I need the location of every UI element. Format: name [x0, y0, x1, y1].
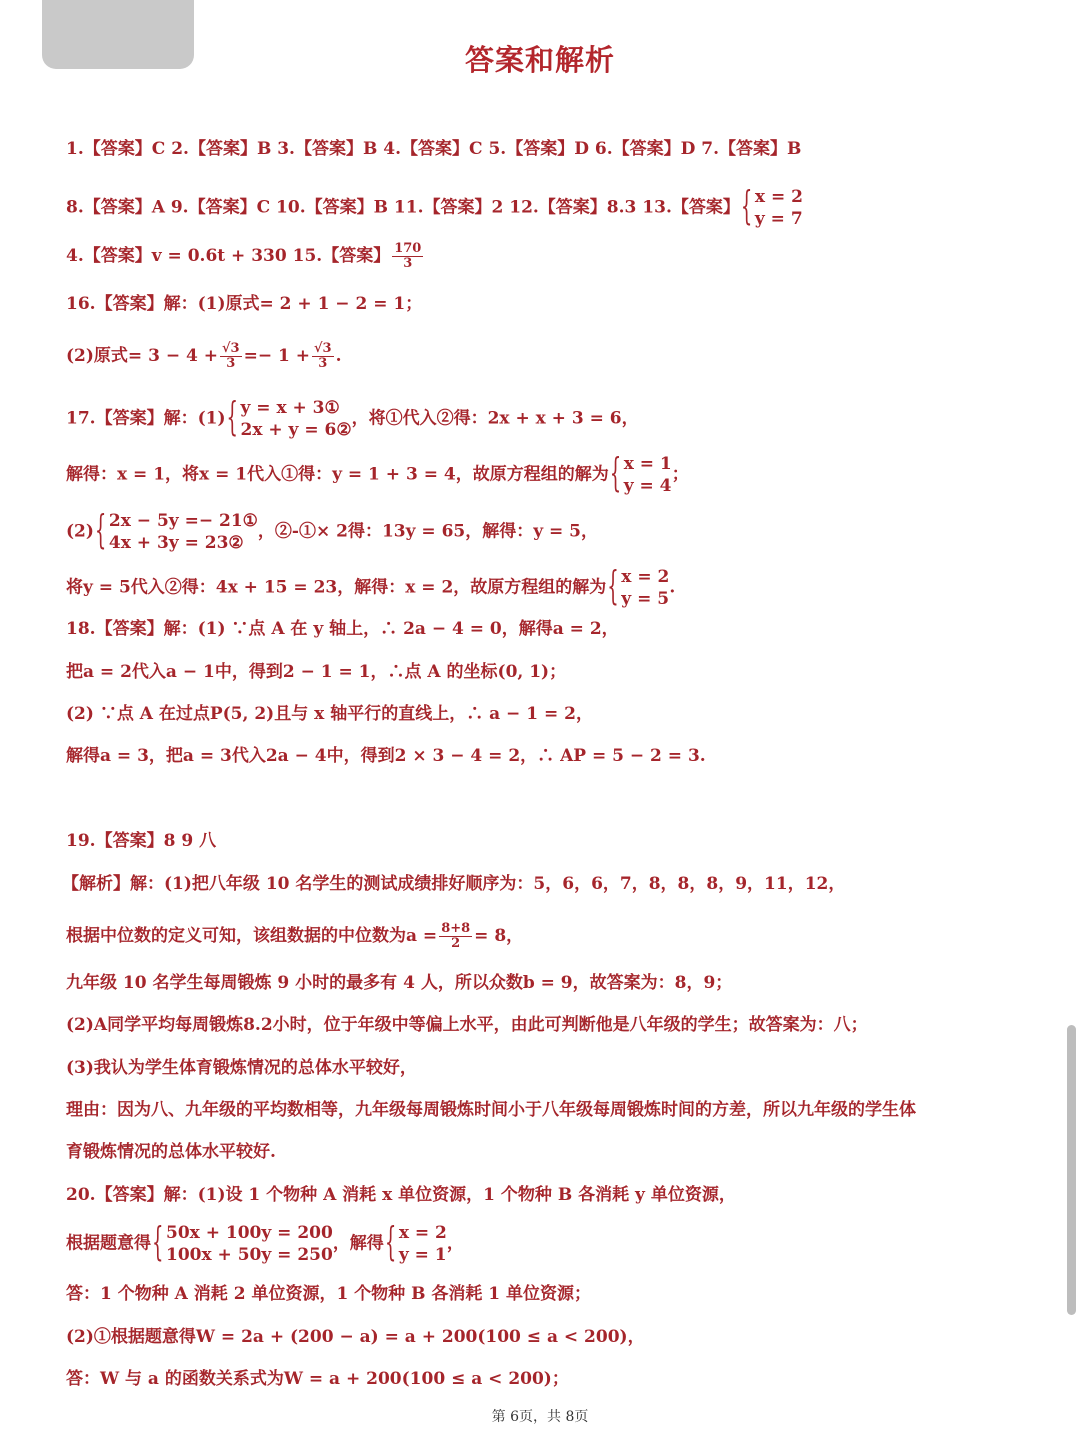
answer-line-15: 【解析】解：(1)把八年级 10 名学生的测试成绩排好顺序为：5，6，6，7，8，8，8，9，11，12， [62, 874, 846, 894]
answer-line-16: 根据中位数的定义可知，该组数据的中位数为a = $\frac{8+8}{2}$ = 8， [66, 921, 524, 951]
answer-line-26: 答：W 与 a 的函数关系式为W = a + 200(100 ≤ a < 200)； [66, 1369, 569, 1389]
vertical-scrollbar[interactable] [1067, 1025, 1076, 1315]
answer-line-13: 解得a = 3，把a = 3代入2a − 4中，得到2 × 3 − 4 = 2，∴ AP = 5 − 2 = 3. [66, 746, 706, 766]
equation-system: { x = 2 y = 5 [609, 566, 669, 610]
equation-system: { 50x + 100y = 200 100x + 50y = 250 [154, 1222, 333, 1266]
page-title: 答案和解析 [464, 43, 615, 77]
equation-system: { x = 2 y = 7 [743, 186, 803, 230]
answer-line-24: 答：1 个物种 A 消耗 2 单位资源，1 个物种 B 各消耗 1 单位资源； [66, 1284, 592, 1304]
answer-line-21: 育锻炼情况的总体水平较好. [66, 1142, 276, 1162]
answer-line-14: 19.【答案】8 9 八 [66, 831, 217, 851]
answer-line-7: 解得：x = 1，将x = 1代入①得：y = 1 + 3 = 4，故原方程组的解为 { x = 1 y = 4 ； [66, 453, 689, 497]
equation-system: { 2x − 5y =− 21① 4x + 3y = 23② [97, 510, 258, 554]
answer-line-4: 16.【答案】解：(1)原式= 2 + 1 − 2 = 1； [66, 294, 423, 314]
answer-line-10: 18.【答案】解：(1) ∵点 A 在 y 轴上，∴ 2a − 4 = 0，解得a = 2， [66, 619, 619, 639]
answer-line-11: 把a = 2代入a − 1中，得到2 − 1 = 1，∴点 A 的坐标(0, 1)； [66, 662, 567, 682]
fraction: $\frac{170}{3}$ [394, 241, 422, 271]
equation-system: { y = x + 3① 2x + y = 6② [229, 397, 352, 441]
answer-line-12: (2) ∵点 A 在过点P(5, 2)且与 x 轴平行的直线上，∴ a − 1 = 2， [66, 704, 593, 724]
answer-line-8: (2) { 2x − 5y =− 21① 4x + 3y = 23② ，②-①× 2得：13y = 65，解得：y = 5， [66, 510, 598, 554]
answer-line-19: (3)我认为学生体育锻炼情况的总体水平较好， [66, 1058, 417, 1078]
fraction: $\frac{√3}{3}$ [313, 341, 332, 371]
answer-line-17: 九年级 10 名学生每周锻炼 9 小时的最多有 4 人，所以众数b = 9，故答案为：8，9； [66, 973, 733, 993]
equation-system: { x = 1 y = 4 [612, 453, 672, 497]
answer-line-3: 4.【答案】v = 0.6t + 330 15.【答案】 $\frac{170}{3}$ [66, 241, 422, 271]
answer-line-23: 根据题意得 { 50x + 100y = 200 100x + 50y = 250 ，解得 { x = 2 y = 1 ， [66, 1222, 464, 1266]
answer-line-18: (2)A同学平均每周锻炼8.2小时，位于年级中等偏上水平，由此可判断他是八年级的学生；故答案为：八； [66, 1015, 868, 1035]
answer-line-22: 20.【答案】解：(1)设 1 个物种 A 消耗 x 单位资源，1 个物种 B 各消耗 y 单位资源， [66, 1185, 736, 1205]
fraction: $\frac{8+8}{2}$ [441, 921, 471, 951]
answer-line-2: 8.【答案】A 9.【答案】C 10.【答案】B 11.【答案】2 12.【答案】8.3 13.【答案】 { x = 2 y = 7 [66, 186, 803, 230]
answer-line-25: (2)①根据题意得W = 2a + (200 − a) = a + 200(100 ≤ a < 200)， [66, 1327, 645, 1347]
answer-line-6: 17.【答案】解：(1) { y = x + 3① 2x + y = 6② ，将①代入②得：2x + x + 3 = 6， [66, 397, 639, 441]
page-number: 第 6页，共 8页 [491, 1409, 589, 1425]
answer-line-9: 将y = 5代入②得：4x + 15 = 23，解得：x = 2，故原方程组的解为 { x = 2 y = 5 . [66, 566, 675, 610]
answer-line-20: 理由：因为八、九年级的平均数相等，九年级每周锻炼时间小于八年级每周锻炼时间的方差，所以九年级的学生体 [66, 1100, 916, 1120]
answer-line-5: (2)原式= 3 − 4 + $\frac{√3}{3}$ =− 1 + $\frac{√3}{3}$ . [66, 341, 342, 371]
fraction: $\frac{√3}{3}$ [221, 341, 240, 371]
answer-line-1: 1.【答案】C 2.【答案】B 3.【答案】B 4.【答案】C 5.【答案】D 6.【答案】D 7.【答案】B [66, 139, 802, 159]
equation-system: { x = 2 y = 1 [387, 1222, 447, 1266]
